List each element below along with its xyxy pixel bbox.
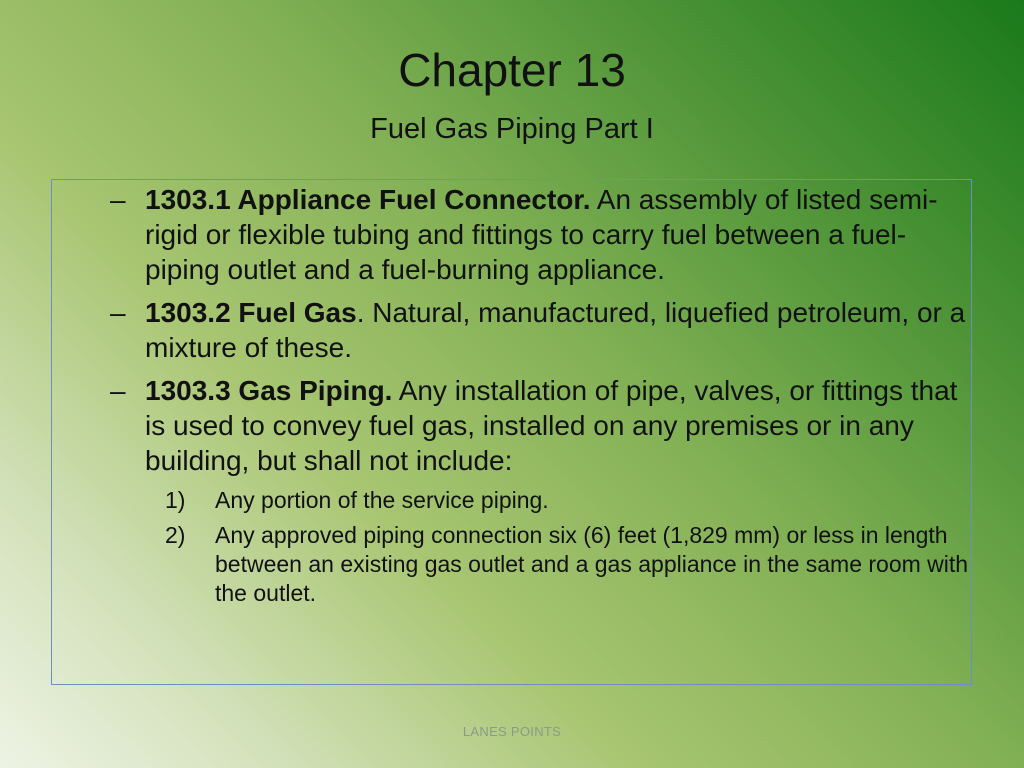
bullet-dash: – (110, 297, 126, 328)
exclusion-text: Any approved piping connection six (6) feet (1,829 mm) or less in length between an existing gas outlet and a gas appliance in the same room with the outlet. (215, 522, 969, 606)
definition-text: Any installation of pipe, valves, or fittings that is used to convey fuel gas, installed on any premises or in any building, but shall not include: (145, 375, 958, 476)
definition-item-1303-2 (110, 295, 970, 365)
definition-term: 1303.3 Gas Piping. (145, 375, 393, 406)
definition-term: 1303.2 Fuel Gas (145, 297, 357, 328)
definition-text: An assembly of listed semi-rigid or flexible tubing and fittings to carry fuel between a fuel-piping outlet and a fuel-burning appliance. (145, 184, 938, 285)
list-number: 2) (165, 522, 186, 548)
exclusion-item-1 (145, 486, 970, 515)
exclusion-text: Any portion of the service piping. (215, 487, 549, 513)
definition-term: 1303.1 Appliance Fuel Connector. (145, 184, 591, 215)
bullet-dash: – (110, 375, 126, 406)
definition-item-1303-3 (110, 373, 970, 608)
list-number: 1) (165, 487, 186, 513)
footer-text: LANES POINTS (462, 724, 562, 739)
slide-subtitle: Fuel Gas Piping Part I (370, 113, 654, 145)
exclusion-item-2 (145, 521, 970, 608)
exclusion-list (145, 486, 970, 608)
slide-title: Chapter 13 (398, 44, 626, 96)
bullet-dash: – (110, 184, 126, 215)
definition-text: . Natural, manufactured, liquefied petroleum, or a mixture of these. (145, 297, 966, 363)
definition-item-1303-1 (110, 182, 970, 287)
definition-list (110, 182, 970, 616)
